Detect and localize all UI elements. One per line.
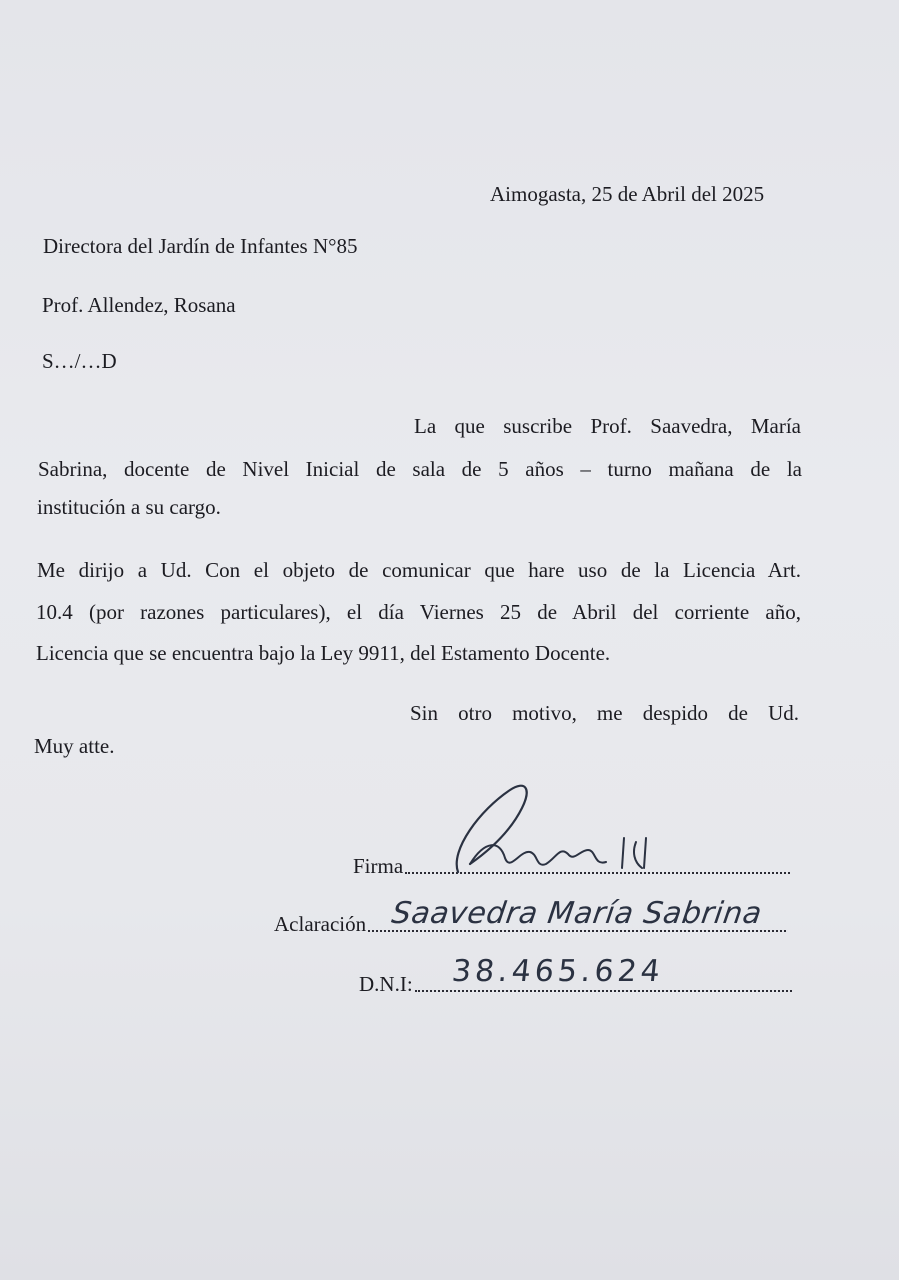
dni-label: D.N.I: — [359, 972, 413, 996]
body-paragraph-1-line-1: La que suscribe Prof. Saavedra, María — [414, 414, 801, 438]
aclaracion-handwritten: Saavedra María Sabrina — [389, 896, 765, 931]
valediction: Muy atte. — [34, 734, 115, 758]
body-paragraph-1-line-3: institución a su cargo. — [37, 495, 221, 519]
dni-handwritten: 38.465.624 — [450, 954, 666, 989]
recipient-sd: S…/…D — [42, 349, 117, 373]
dni-dotted-line — [415, 990, 792, 992]
recipient-name: Prof. Allendez, Rosana — [42, 293, 236, 317]
body-paragraph-2-line-2: 10.4 (por razones particulares), el día Viernes 25 de Abril del corriente año, — [36, 600, 801, 624]
place-date: Aimogasta, 25 de Abril del 2025 — [490, 182, 765, 206]
closing-line: Sin otro motivo, me despido de Ud. — [410, 701, 799, 725]
body-paragraph-2-line-1: Me dirijo a Ud. Con el objeto de comunicar que hare uso de la Licencia Art. — [37, 558, 801, 582]
body-paragraph-2-line-3: Licencia que se encuentra bajo la Ley 9911, del Estamento Docente. — [36, 641, 611, 665]
recipient-title: Directora del Jardín de Infantes N°85 — [43, 234, 358, 258]
aclaracion-label: Aclaración — [274, 912, 367, 936]
signature-flourish — [410, 780, 670, 880]
body-paragraph-1-line-2: Sabrina, docente de Nivel Inicial de sala de 5 años – turno mañana de la — [38, 457, 802, 481]
firma-label: Firma — [353, 854, 404, 878]
